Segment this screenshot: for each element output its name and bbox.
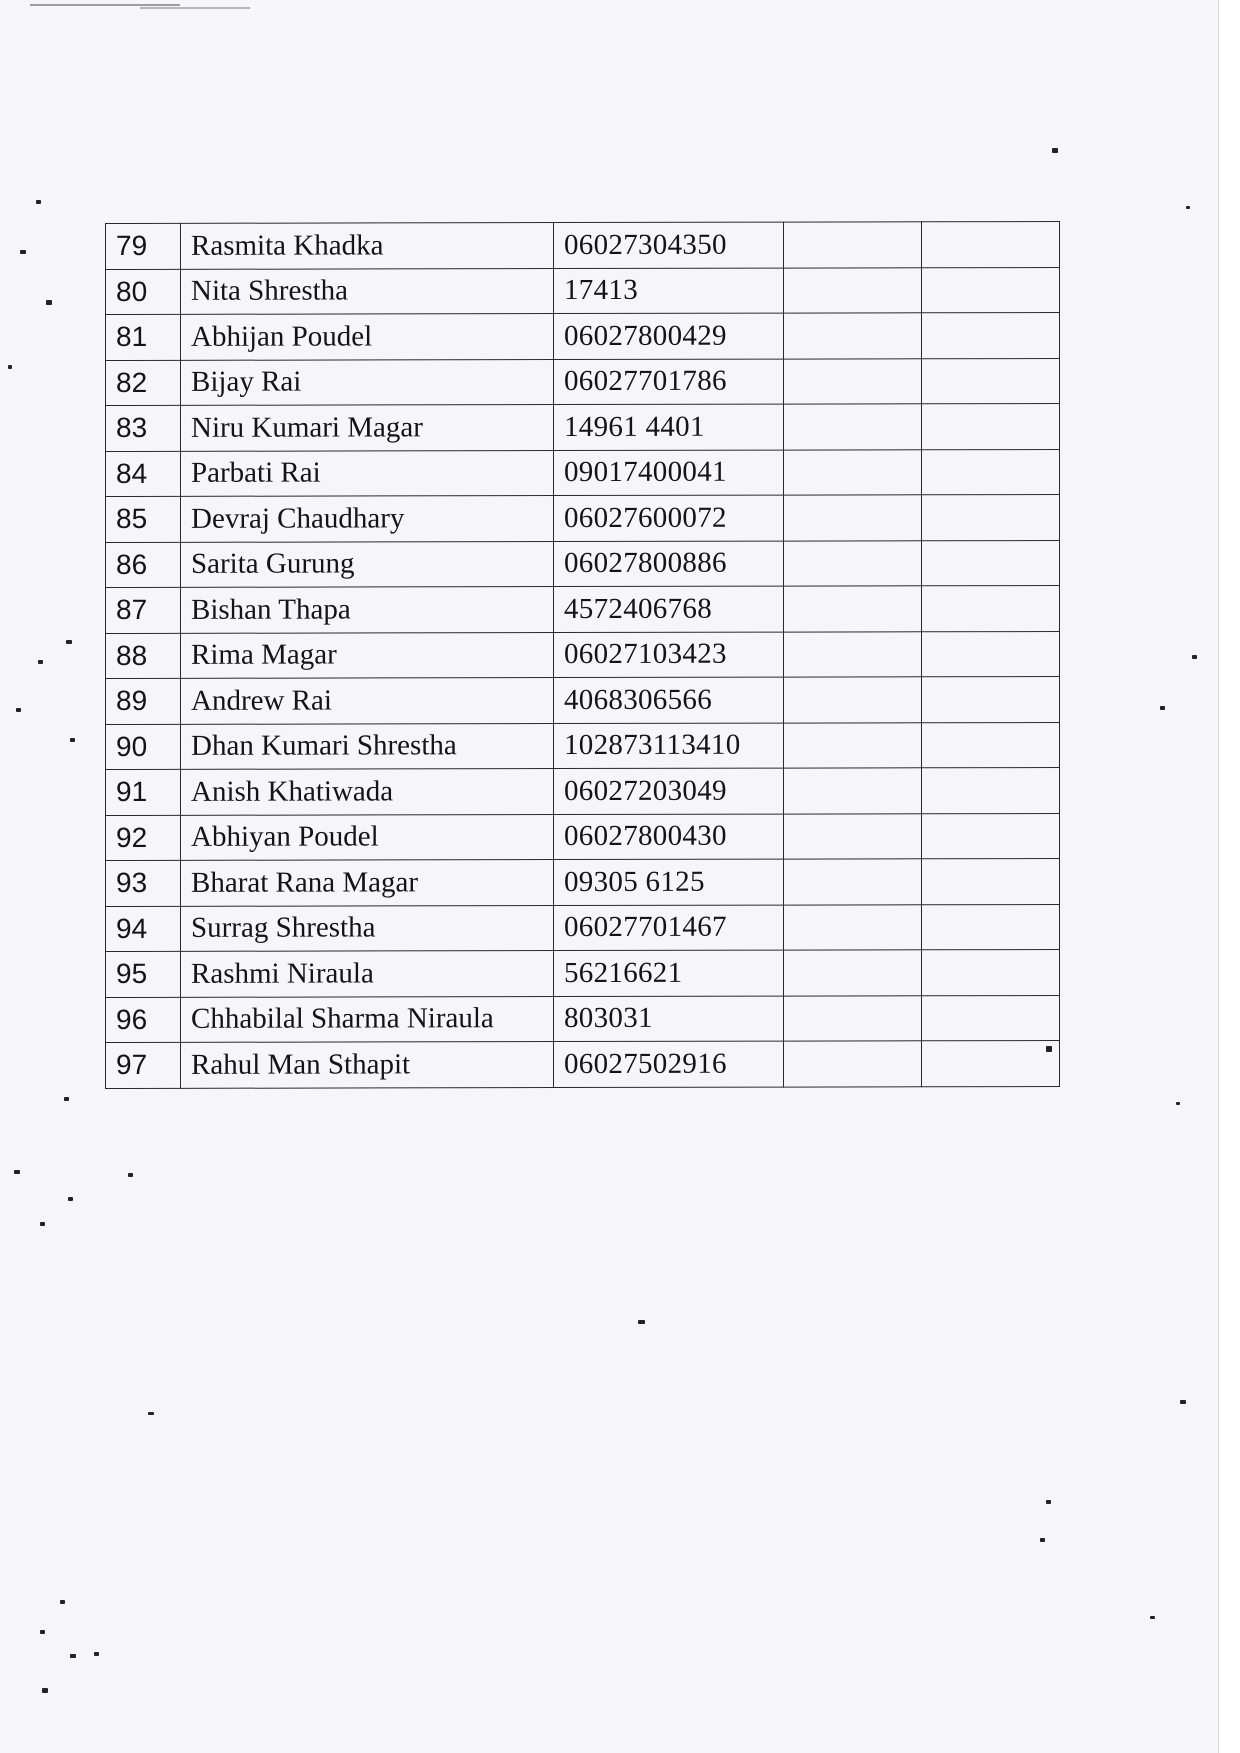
id-number-cell: 17413	[554, 268, 784, 314]
scan-speck	[14, 1170, 20, 1174]
name-cell: Niru Kumari Magar	[181, 405, 554, 451]
id-number-cell: 06027502916	[554, 1041, 784, 1087]
table-row	[106, 404, 1060, 451]
blank-cell	[784, 677, 922, 723]
scan-speck	[1052, 148, 1058, 153]
roster-table	[105, 221, 1060, 1089]
scan-speck	[42, 1688, 48, 1693]
serial-number-cell: 89	[106, 678, 181, 724]
serial-number-cell: 93	[106, 860, 181, 906]
blank-cell	[784, 540, 922, 586]
id-number-cell: 06027701786	[554, 359, 784, 405]
blank-cell	[784, 586, 922, 632]
serial-number-cell: 87	[106, 587, 181, 633]
name-cell: Rasmita Khadka	[181, 223, 554, 269]
scan-speck	[66, 640, 72, 644]
serial-number-cell: 80	[106, 269, 181, 315]
blank-cell	[922, 768, 1060, 814]
blank-cell	[922, 722, 1060, 768]
blank-cell	[922, 449, 1060, 495]
name-cell: Dhan Kumari Shrestha	[181, 723, 554, 769]
scan-speck	[94, 1652, 99, 1656]
blank-cell	[922, 1041, 1060, 1087]
name-cell: Rima Magar	[181, 632, 554, 678]
name-cell: Abhiyan Poudel	[181, 814, 554, 860]
table-row	[106, 904, 1060, 951]
blank-cell	[922, 631, 1060, 677]
table-row	[106, 495, 1060, 542]
name-cell: Rahul Man Sthapit	[181, 1042, 554, 1088]
blank-cell	[784, 813, 922, 859]
serial-number-cell: 85	[106, 496, 181, 542]
blank-cell	[922, 586, 1060, 632]
id-number-cell: 803031	[554, 996, 784, 1042]
blank-cell	[922, 495, 1060, 541]
blank-cell	[922, 995, 1060, 1041]
id-number-cell: 06027103423	[554, 632, 784, 678]
blank-cell	[922, 950, 1060, 996]
scan-speck	[46, 300, 52, 305]
scan-speck	[64, 1097, 69, 1101]
table-row	[106, 768, 1060, 815]
id-number-cell: 06027800429	[554, 313, 784, 359]
name-cell: Rashmi Niraula	[181, 951, 554, 997]
blank-cell	[922, 540, 1060, 586]
id-number-cell: 06027304350	[554, 222, 784, 268]
scan-speck	[40, 1630, 45, 1634]
serial-number-cell: 81	[106, 314, 181, 360]
blank-cell	[922, 404, 1060, 450]
id-number-cell: 09305 6125	[554, 859, 784, 905]
id-number-cell: 14961 4401	[554, 404, 784, 450]
scan-speck	[40, 1222, 45, 1226]
blank-cell	[784, 449, 922, 495]
id-number-cell: 56216621	[554, 950, 784, 996]
blank-cell	[922, 859, 1060, 905]
name-cell: Abhijan Poudel	[181, 314, 554, 360]
serial-number-cell: 97	[106, 1042, 181, 1088]
scan-speck	[128, 1173, 133, 1177]
blank-cell	[784, 495, 922, 541]
serial-number-cell: 92	[106, 815, 181, 861]
scan-speck	[38, 660, 43, 664]
serial-number-cell: 94	[106, 906, 181, 952]
name-cell: Anish Khatiwada	[181, 769, 554, 815]
scan-speck	[1186, 206, 1190, 209]
scan-speck	[1040, 1538, 1045, 1542]
table-row	[106, 358, 1060, 405]
blank-cell	[922, 267, 1060, 313]
name-cell: Parbati Rai	[181, 450, 554, 496]
scan-speck	[20, 250, 26, 254]
blank-cell	[922, 677, 1060, 723]
name-cell: Bharat Rana Magar	[181, 860, 554, 906]
serial-number-cell: 86	[106, 542, 181, 588]
id-number-cell: 4572406768	[554, 586, 784, 632]
id-number-cell: 06027800430	[554, 814, 784, 860]
scan-speck	[638, 1320, 645, 1324]
scan-speck	[1192, 655, 1197, 659]
scan-speck	[70, 1654, 76, 1658]
blank-cell	[784, 313, 922, 359]
id-number-cell: 4068306566	[554, 677, 784, 723]
scan-speck	[148, 1412, 154, 1415]
scan-speck	[16, 708, 21, 712]
blank-cell	[784, 267, 922, 313]
blank-cell	[784, 995, 922, 1041]
table-row	[106, 540, 1060, 587]
table-row	[106, 813, 1060, 860]
blank-cell	[784, 859, 922, 905]
scan-speck	[1046, 1500, 1051, 1504]
name-cell: Chhabilal Sharma Niraula	[181, 996, 554, 1042]
table-row	[106, 722, 1060, 769]
id-number-cell: 06027203049	[554, 768, 784, 814]
serial-number-cell: 95	[106, 951, 181, 997]
scan-speck	[60, 1600, 65, 1604]
blank-cell	[784, 722, 922, 768]
table-row	[106, 995, 1060, 1042]
blank-cell	[784, 631, 922, 677]
id-number-cell: 06027800886	[554, 541, 784, 587]
scan-mark	[30, 4, 180, 6]
scan-speck	[8, 365, 12, 369]
table-row	[106, 677, 1060, 724]
table-row	[106, 222, 1060, 269]
blank-cell	[922, 904, 1060, 950]
name-cell: Sarita Gurung	[181, 541, 554, 587]
roster-table-body	[106, 222, 1060, 1088]
blank-cell	[922, 222, 1060, 268]
name-cell: Nita Shrestha	[181, 268, 554, 314]
serial-number-cell: 88	[106, 633, 181, 679]
table-row	[106, 586, 1060, 633]
table-row	[106, 313, 1060, 360]
serial-number-cell: 79	[106, 223, 181, 269]
blank-cell	[784, 1041, 922, 1087]
name-cell: Andrew Rai	[181, 678, 554, 724]
name-cell: Bijay Rai	[181, 359, 554, 405]
name-cell: Devraj Chaudhary	[181, 496, 554, 542]
serial-number-cell: 96	[106, 997, 181, 1043]
table-row	[106, 631, 1060, 678]
blank-cell	[784, 768, 922, 814]
table-row	[106, 859, 1060, 906]
scan-speck	[1150, 1616, 1155, 1619]
scan-speck	[36, 200, 41, 204]
blank-cell	[922, 313, 1060, 359]
serial-number-cell: 91	[106, 769, 181, 815]
scan-speck	[68, 1197, 73, 1201]
serial-number-cell: 82	[106, 360, 181, 406]
blank-cell	[922, 813, 1060, 859]
id-number-cell: 102873113410	[554, 723, 784, 769]
blank-cell	[784, 950, 922, 996]
blank-cell	[784, 358, 922, 404]
serial-number-cell: 90	[106, 724, 181, 770]
scan-speck	[1160, 706, 1165, 710]
blank-cell	[784, 404, 922, 450]
name-cell: Bishan Thapa	[181, 587, 554, 633]
table-row	[106, 950, 1060, 997]
scan-mark	[140, 7, 250, 9]
name-cell: Surrag Shrestha	[181, 905, 554, 951]
serial-number-cell: 84	[106, 451, 181, 497]
blank-cell	[784, 904, 922, 950]
serial-number-cell: 83	[106, 405, 181, 451]
id-number-cell: 09017400041	[554, 450, 784, 496]
blank-cell	[922, 358, 1060, 404]
scan-speck	[1180, 1400, 1186, 1404]
blank-cell	[784, 222, 922, 268]
scan-speck	[70, 738, 75, 742]
table-row	[106, 267, 1060, 314]
table-row	[106, 1041, 1060, 1088]
id-number-cell: 06027600072	[554, 495, 784, 541]
page-edge	[1218, 0, 1240, 1753]
scan-speck	[1176, 1102, 1180, 1105]
table-row	[106, 449, 1060, 496]
id-number-cell: 06027701467	[554, 905, 784, 951]
